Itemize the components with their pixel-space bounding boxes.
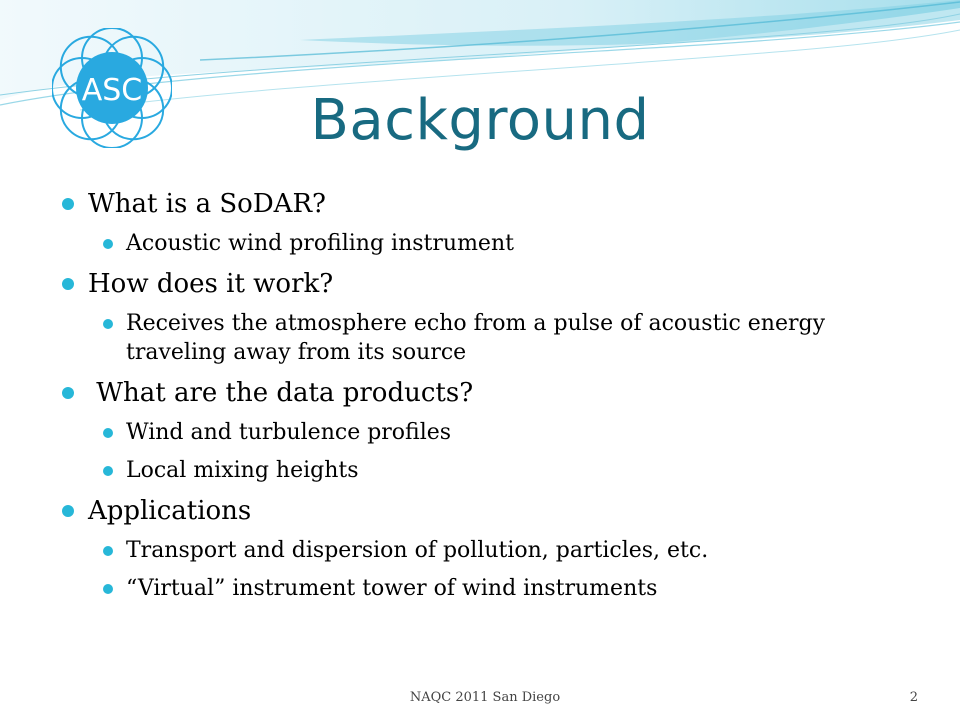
bullet-item: How does it work? bbox=[62, 267, 922, 301]
logo-text: ASC bbox=[81, 73, 143, 108]
bullet-item: What is a SoDAR? bbox=[62, 187, 922, 221]
bullet-list bbox=[62, 187, 922, 612]
slide-title: Background bbox=[310, 88, 650, 153]
sub-bullet-item: Transport and dispersion of pollution, particles, etc. bbox=[62, 536, 922, 565]
sub-bullet-item: “Virtual” instrument tower of wind instruments bbox=[62, 574, 922, 603]
page-number: 2 bbox=[909, 690, 918, 705]
slide-footer: NAQC 2011 San Diego bbox=[409, 690, 561, 705]
sub-bullet-item: Receives the atmosphere echo from a pulse of acoustic energy traveling away from its source bbox=[62, 309, 922, 367]
sub-bullet-item: Local mixing heights bbox=[62, 456, 922, 485]
bullet-item: What are the data products? bbox=[62, 376, 922, 410]
bullet-item: Applications bbox=[62, 494, 922, 528]
sub-bullet-item: Acoustic wind profiling instrument bbox=[62, 229, 922, 258]
sub-bullet-item: Wind and turbulence profiles bbox=[62, 418, 922, 447]
